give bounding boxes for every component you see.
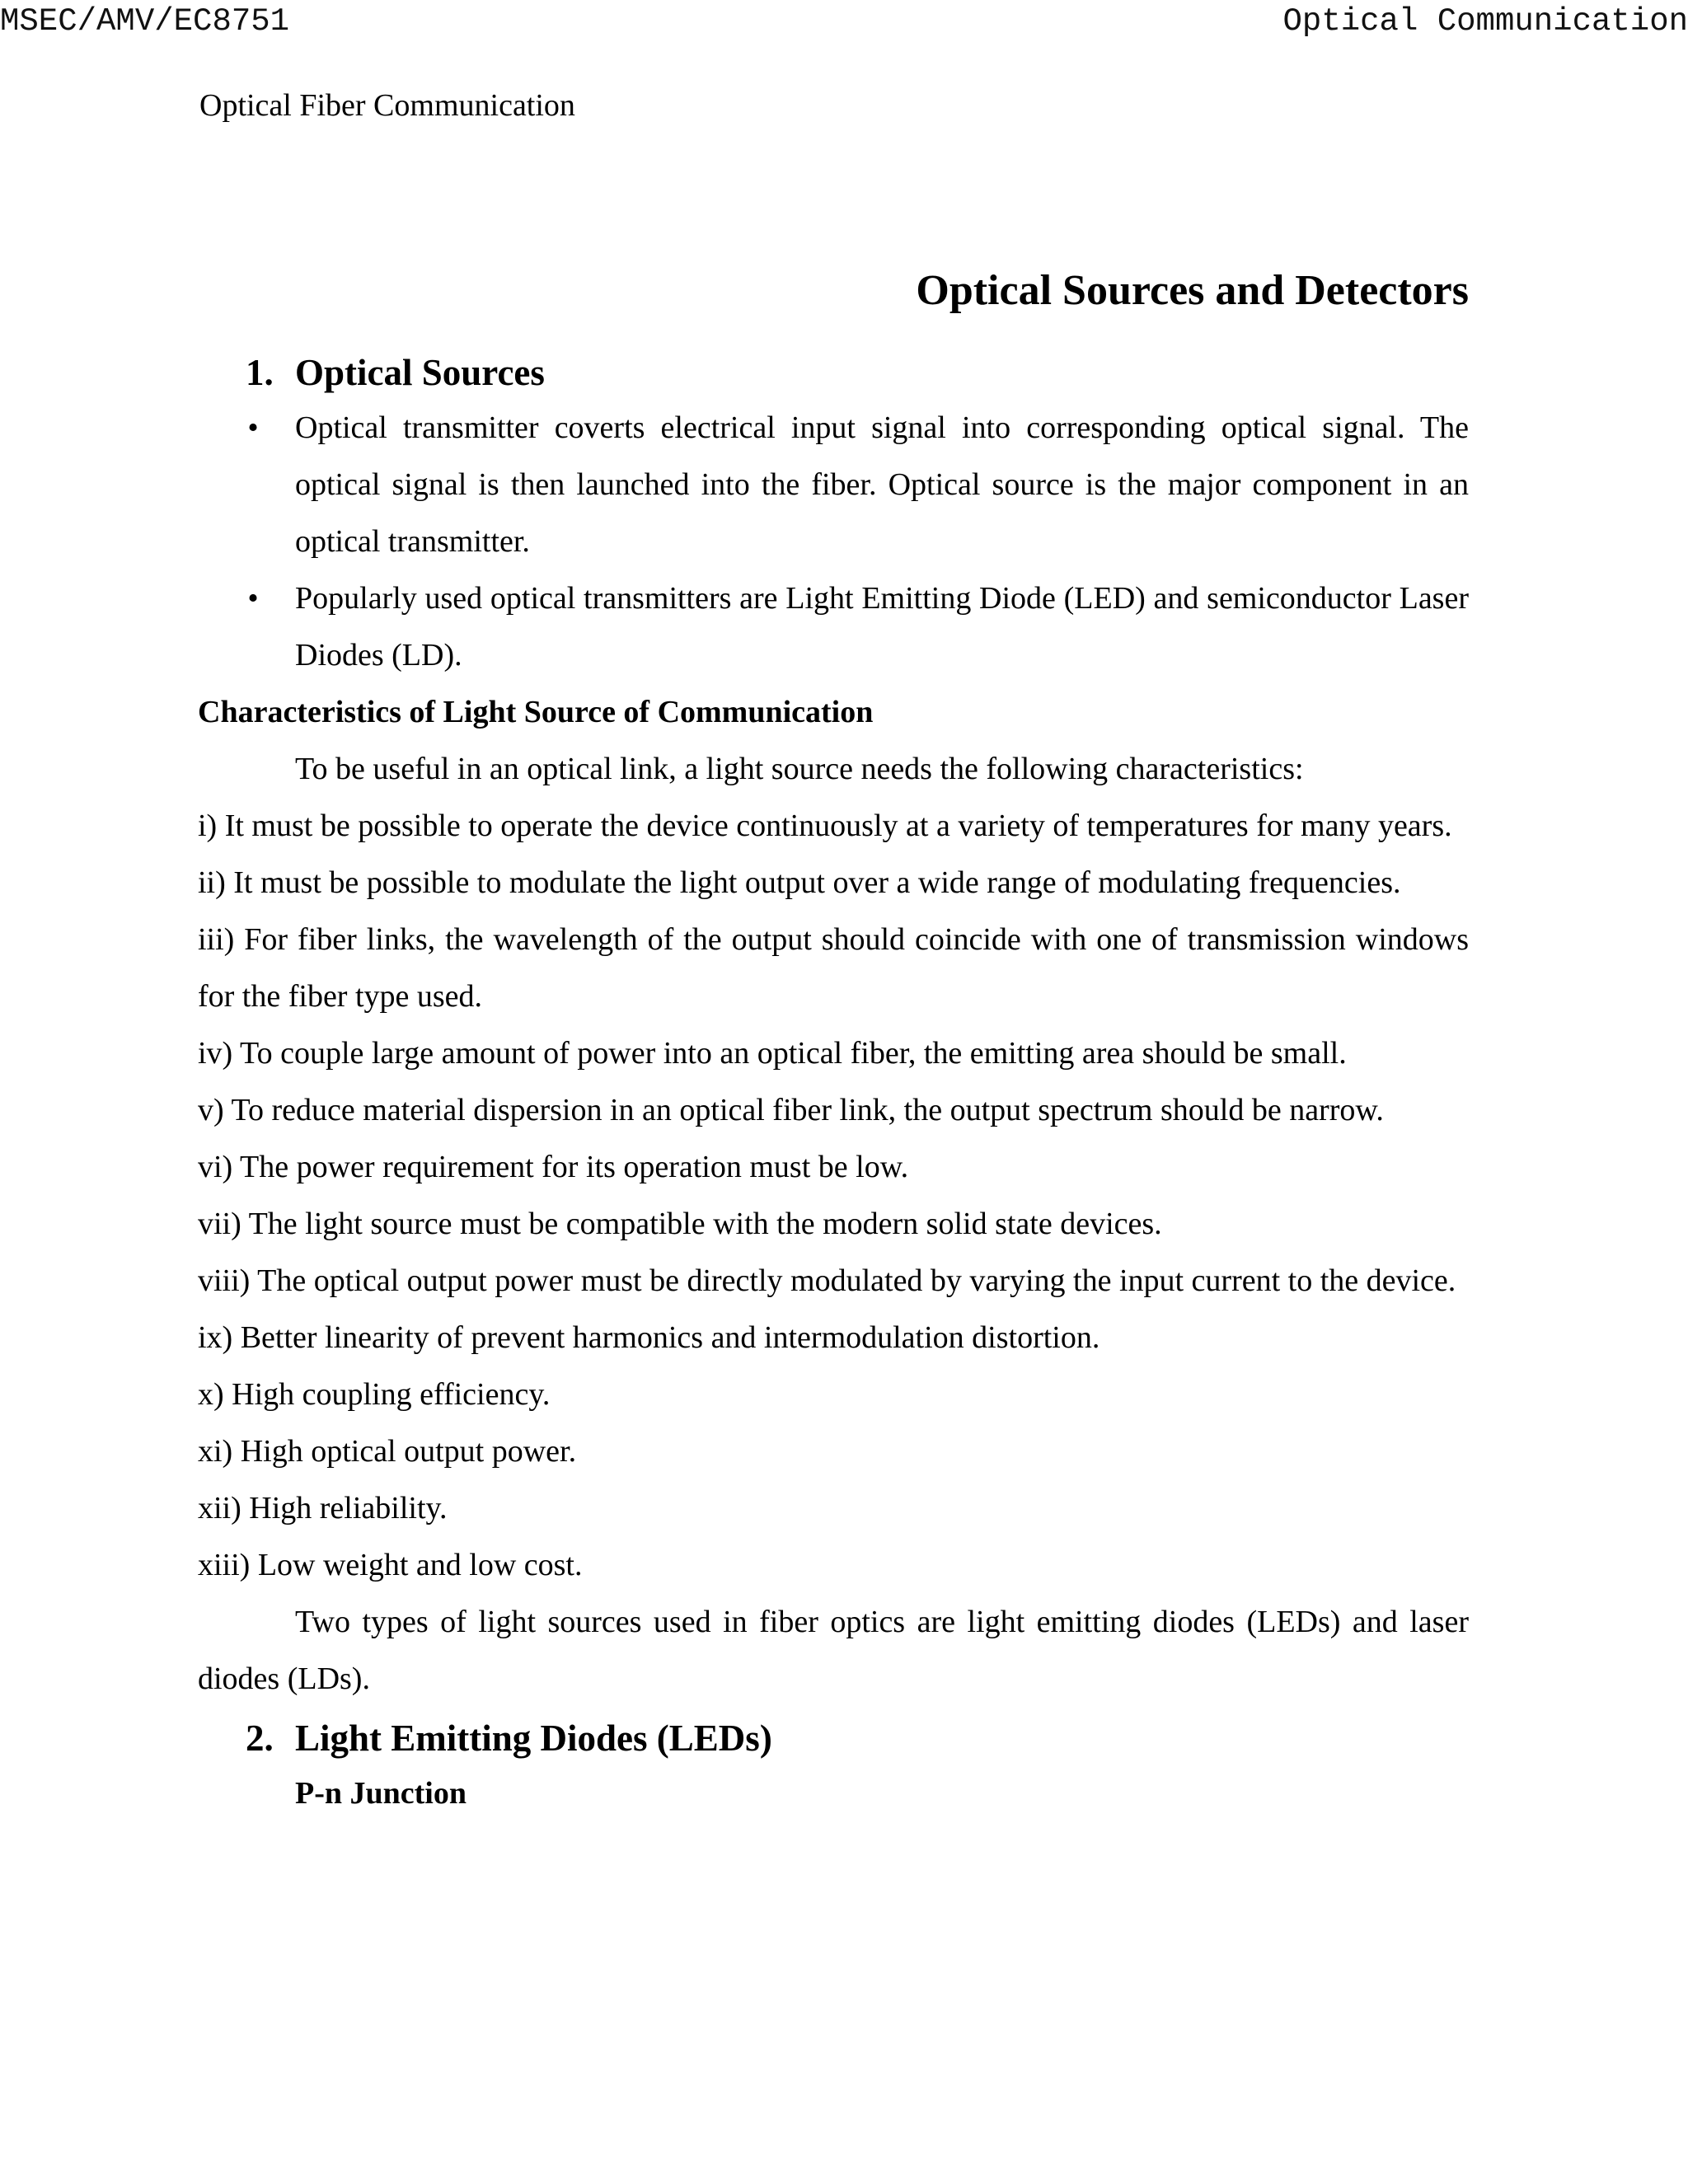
page-content (198, 345, 1469, 1822)
running-header-right: Optical Communication (1282, 3, 1688, 40)
list-item: viii) The optical output power must be directly modulated by varying the input current to the device. (198, 1263, 1456, 1298)
section-heading-leds (198, 1711, 1469, 1765)
list-item: xi) High optical output power. (198, 1434, 577, 1469)
bullet-list (198, 400, 1469, 684)
bullet-item (198, 570, 1469, 684)
characteristics-list (198, 798, 1469, 1594)
list-item: x) High coupling efficiency. (198, 1377, 551, 1412)
subsection-heading-pn-junction: P-n Junction (295, 1776, 467, 1811)
list-item: ii) It must be possible to modulate the light output over a wide range of modulating frequencies. (198, 865, 1401, 900)
document-subject: Optical Fiber Communication (199, 88, 575, 123)
list-item: xiii) Low weight and low cost. (198, 1548, 583, 1582)
section-title: Optical Sources (295, 352, 545, 393)
list-item: vi) The power requirement for its operation must be low. (198, 1150, 909, 1184)
list-item: i) It must be possible to operate the device continuously at a variety of temperatures for many years. (198, 808, 1452, 843)
closing-paragraph: Two types of light sources used in fiber optics are light emitting diodes (LEDs) and laser diodes (LDs). (198, 1605, 1469, 1696)
bullet-item (198, 400, 1469, 570)
running-header-left: MSEC/AMV/EC8751 (0, 3, 290, 40)
list-item: xii) High reliability. (198, 1491, 448, 1526)
list-item: v) To reduce material dispersion in an optical fiber link, the output spectrum should be narrow. (198, 1093, 1384, 1127)
characteristics-heading: Characteristics of Light Source of Communication (198, 695, 874, 729)
list-item: ix) Better linearity of prevent harmonics and intermodulation distortion. (198, 1320, 1100, 1355)
bullet-icon: • (247, 581, 259, 616)
page-title: Optical Sources and Detectors (916, 267, 1469, 314)
characteristics-intro: To be useful in an optical link, a light source needs the following characteristics: (295, 752, 1304, 786)
section-title: Light Emitting Diodes (LEDs) (295, 1718, 772, 1759)
list-item: vii) The light source must be compatible with the modern solid state devices. (198, 1207, 1162, 1241)
list-item: iii) For fiber links, the wavelength of the output should coincide with one of transmission windows for the fiber type used. (198, 922, 1469, 1014)
section-number: 1. (246, 352, 274, 393)
section-heading-optical-sources (198, 345, 1469, 400)
list-item: iv) To couple large amount of power into an optical fiber, the emitting area should be small. (198, 1036, 1347, 1071)
section-number: 2. (246, 1718, 274, 1759)
bullet-text: Optical transmitter coverts electrical input signal into corresponding optical signal. The optical signal is then launched into the fiber. Optical source is the major component in an optical transmitter. (295, 410, 1469, 559)
bullet-text: Popularly used optical transmitters are Light Emitting Diode (LED) and semiconductor Laser Diodes (LD). (295, 581, 1469, 673)
bullet-icon: • (247, 410, 259, 445)
